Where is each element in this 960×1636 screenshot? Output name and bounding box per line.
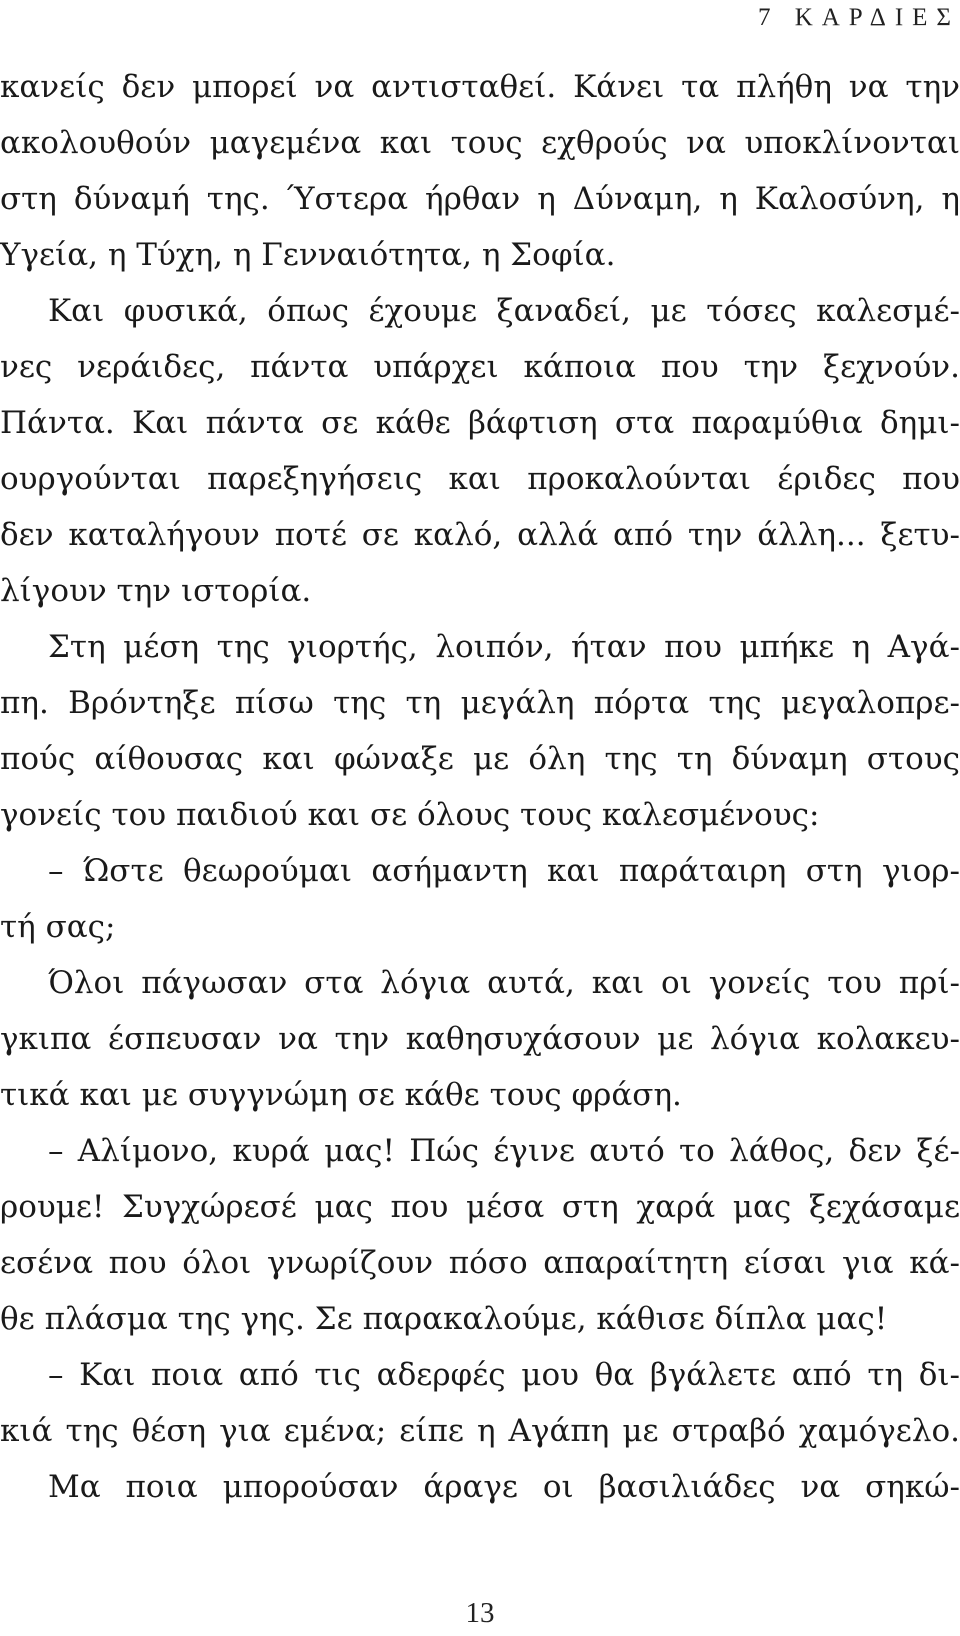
text-line: Στη μέση της γιορτής, λοιπόν, ήταν που μπήκε η Αγά- [48,629,960,665]
text-line: τή σας; [0,909,116,945]
text-line: νες νεράιδες, πάντα υπάρχει κάποια που την ξεχνούν. [0,349,960,385]
body-text [0,59,960,1515]
text-line: Μα ποια μπορούσαν άραγε οι βασιλιάδες να σηκώ- [48,1469,960,1505]
text-line: ρουμε! Συγχώρεσέ μας που μέσα στη χαρά μας ξεχάσαμε [0,1189,960,1225]
text-line: – Αλίμονο, κυρά μας! Πώς έγινε αυτό το λάθος, δεν ξέ- [48,1133,960,1169]
text-line: θε πλάσμα της γης. Σε παρακαλούμε, κάθισε δίπλα μας! [0,1301,888,1337]
text-line: εσένα που όλοι γνωρίζουν πόσο απαραίτητη είσαι για κά- [0,1245,960,1281]
text-line: πούς αίθουσας και φώναξε με όλη της τη δύναμη στους [0,741,960,777]
text-line: Και φυσικά, όπως έχουμε ξαναδεί, με τόσες καλεσμέ- [48,293,960,329]
page-number: 13 [465,1597,495,1629]
text-line: κιά της θέση για εμένα; είπε η Αγάπη με στραβό χαμόγελο. [0,1413,960,1449]
text-line: γονείς του παιδιού και σε όλους τους καλεσμένους: [0,797,820,833]
text-line: στη δύναμή της. Ύστερα ήρθαν η Δύναμη, η Καλοσύνη, η [0,181,960,217]
running-header: 7 ΚΑΡΔΙΕΣ [757,4,960,31]
text-line: – Και ποια από τις αδερφές μου θα βγάλετε από τη δι- [48,1357,960,1393]
text-line: κανείς δεν μπορεί να αντισταθεί. Κάνει τα πλήθη να την [0,69,960,105]
text-line: τικά και με συγγνώμη σε κάθε τους φράση. [0,1077,682,1113]
text-line: δεν καταλήγουν ποτέ σε καλό, αλλά από την άλλη... ξετυ- [0,517,960,553]
text-line: ουργούνται παρεξηγήσεις και προκαλούνται έριδες που [0,461,960,497]
text-line: Όλοι πάγωσαν στα λόγια αυτά, και οι γονείς του πρί- [48,965,960,1001]
text-line: γκιπα έσπευσαν να την καθησυχάσουν με λόγια κολακευ- [0,1021,960,1057]
text-line: Πάντα. Και πάντα σε κάθε βάφτιση στα παραμύθια δημι- [0,405,960,441]
text-line: πη. Βρόντηξε πίσω της τη μεγάλη πόρτα της μεγαλοπρε- [0,685,960,721]
text-line: λίγουν την ιστορία. [0,573,312,609]
text-line: – Ώστε θεωρούμαι ασήμαντη και παράταιρη στη γιορ- [48,853,960,889]
text-line: Υγεία, η Τύχη, η Γενναιότητα, η Σοφία. [0,237,616,273]
text-line: ακολουθούν μαγεμένα και τους εχθρούς να υποκλίνονται [0,125,960,161]
